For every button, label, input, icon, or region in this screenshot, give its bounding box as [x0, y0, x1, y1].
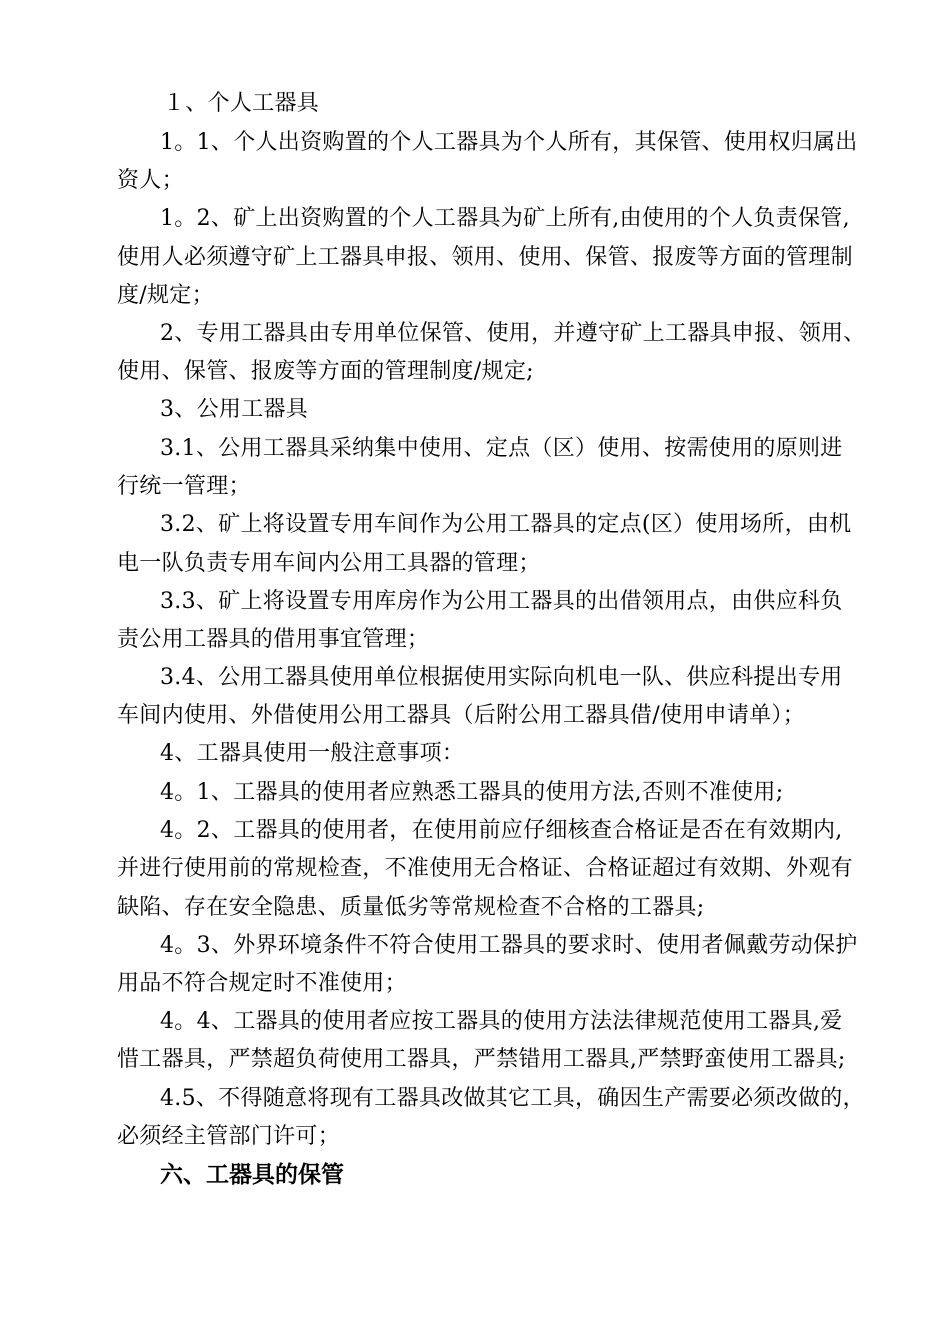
text-line: 资人；	[117, 168, 184, 193]
text-line: 车间内使用、外借使用公用工器具（后附公用工器具借/使用申请单）；	[117, 703, 806, 728]
text-line: 3.2、矿上将设置专用车间作为公用工器具的定点(区）使用场所，由机	[160, 512, 852, 537]
text-line: 行统一管理；	[117, 474, 251, 499]
text-line: 1。2、矿上出资购置的个人工器具为矿上所有,由使用的个人负责保管,	[160, 206, 850, 231]
text-line: 4。4、工器具的使用者应按工器具的使用方法法律规范使用工器具,爱	[160, 1009, 843, 1034]
text-line: 1。1、个人出资购置的个人工器具为个人所有，其保管、使用权归属出	[160, 130, 858, 155]
text-line: 用品不符合规定时不准使用；	[117, 971, 407, 996]
text-line: 2、专用工器具由专用单位保管、使用，并遵守矿上工器具申报、领用、	[160, 321, 866, 346]
text-line: 3.4、公用工器具使用单位根据使用实际向机电一队、供应科提出专用	[160, 665, 843, 690]
text-line: 责公用工器具的借用事宜管理；	[117, 627, 430, 652]
text-line: １、个人工器具	[163, 91, 320, 116]
text-line: 使用人必须遵守矿上工器具申报、领用、使用、保管、报废等方面的管理制	[117, 245, 853, 270]
text-line: 并进行使用前的常规检查，不准使用无合格证、合格证超过有效期、外观有	[117, 856, 853, 881]
text-line: 4。2、工器具的使用者，在使用前应仔细核查合格证是否在有效期内,	[160, 818, 843, 843]
text-line: 必须经主管部门许可；	[117, 1124, 341, 1149]
text-line: 使用、保管、报废等方面的管理制度/规定;	[117, 359, 534, 384]
text-line: 4。3、外界环境条件不符合使用工器具的要求时、使用者佩戴劳动保护	[160, 933, 858, 958]
text-line: 度/规定；	[117, 283, 214, 308]
text-line: 4。1、工器具的使用者应熟悉工器具的使用方法,否则不准使用;	[160, 780, 784, 805]
text-line: 3、公用工器具	[160, 397, 309, 422]
text-line: 3.1、公用工器具采纳集中使用、定点（区）使用、按需使用的原则进	[160, 436, 843, 461]
text-line: 4.5、不得随意将现有工器具改做其它工具，确因生产需要必须改做的，	[160, 1086, 865, 1111]
section-heading: 六、工器具的保管	[160, 1162, 344, 1188]
text-line: 缺陷、存在安全隐患、质量低劣等常规检查不合格的工器具;	[117, 895, 705, 920]
text-line: 惜工器具，严禁超负荷使用工器具，严禁错用工器具,严禁野蛮使用工器具;	[117, 1047, 846, 1072]
text-line: 电一队负责专用车间内公用工具器的管理；	[117, 551, 541, 576]
text-line: 4、工器具使用一般注意事项：	[160, 741, 465, 766]
text-line: 3.3、矿上将设置专用库房作为公用工器具的出借领用点，由供应科负	[160, 589, 843, 614]
